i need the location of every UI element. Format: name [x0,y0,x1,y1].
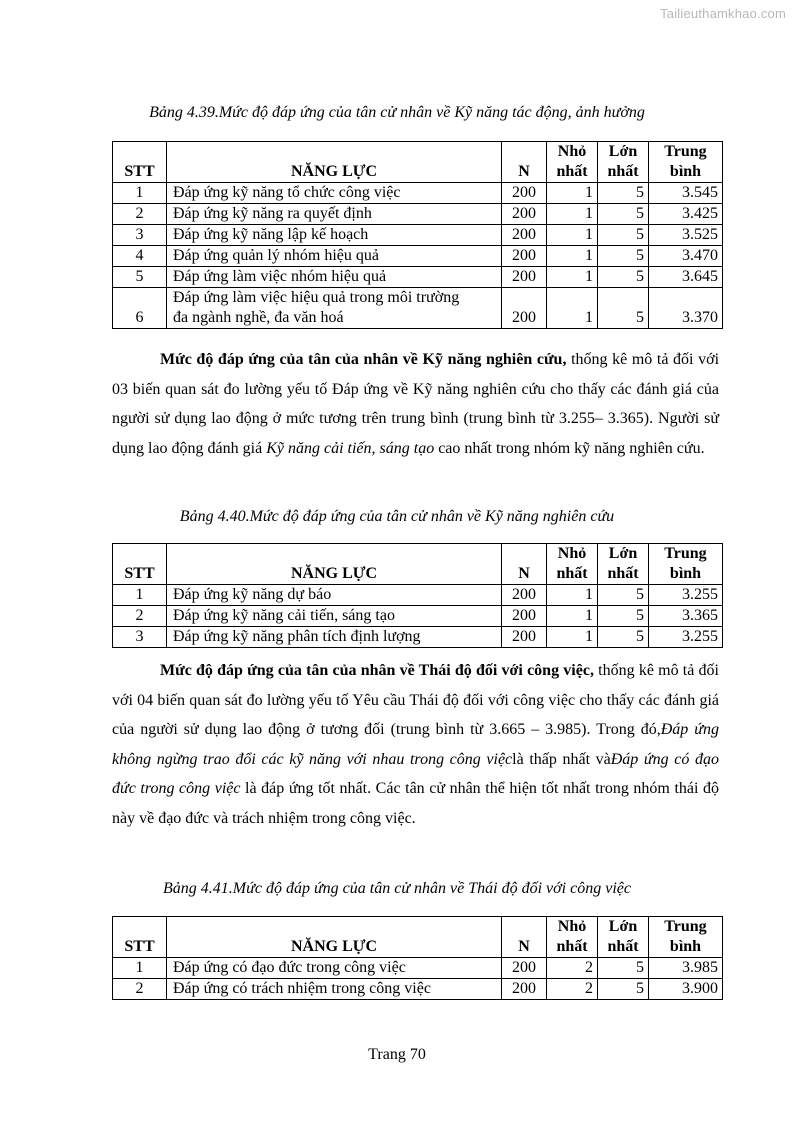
paragraph-lead: Mức độ đáp ứng của tân của nhân về Thái độ đối với công việc, [160,662,594,679]
cell-min: 1 [547,267,598,288]
table-4-41 [112,916,723,1000]
cell-max: 5 [598,606,649,627]
cell-nang-luc: Đáp ứng làm việc nhóm hiệu quả [167,267,502,288]
cell-nang-luc: Đáp ứng có trách nhiệm trong công việc [167,979,502,1000]
cell-mean: 3.645 [649,267,723,288]
paragraph-research-skills: Mức độ đáp ứng của tân của nhân về Kỹ năng nghiên cứu, thống kê mô tả đối với 03 biến quan sát đo lường yếu tố Đáp ứng về Kỹ năng nghiên cứu cho thấy các đánh giá của người sử dụng lao động ở mức tương trên trung bình (trung bình từ 3.255– 3.365). Người sử dụng lao động đánh giá Kỹ năng cải tiến, sáng tạo cao nhất trong nhóm kỹ năng nghiên cứu. [112,351,720,457]
page-number: Trang 70 [368,1046,426,1063]
cell-min: 1 [547,288,598,329]
cell-max: 5 [598,183,649,204]
cell-min: 1 [547,606,598,627]
header-n: N [502,917,547,958]
cell-nang-luc: Đáp ứng quản lý nhóm hiệu quả [167,246,502,267]
cell-stt: 3 [113,627,167,648]
table-row [113,979,723,1000]
cell-max: 5 [598,246,649,267]
cell-n: 200 [502,585,547,606]
cell-min: 1 [547,627,598,648]
cell-stt: 2 [113,606,167,627]
cell-n: 200 [502,288,547,329]
cell-min: 1 [547,183,598,204]
cell-stt: 3 [113,225,167,246]
header-stt: STT [113,142,167,183]
cell-min: 2 [547,958,598,979]
cell-stt: 6 [113,288,167,329]
cell-nang-luc: Đáp ứng có đạo đức trong công việc [167,958,502,979]
cell-mean: 3.545 [649,183,723,204]
cell-min: 1 [547,225,598,246]
cell-max: 5 [598,627,649,648]
cell-stt: 4 [113,246,167,267]
cell-mean: 3.365 [649,606,723,627]
header-min: Nhỏ nhất [547,142,598,183]
paragraph-lead: Mức độ đáp ứng của tân của nhân về Kỹ năng nghiên cứu, [160,351,567,368]
cell-stt: 1 [113,183,167,204]
cell-min: 1 [547,204,598,225]
cell-mean: 3.370 [649,288,723,329]
header-mean: Trung bình [649,142,723,183]
table-header-row [113,917,723,958]
cell-n: 200 [502,267,547,288]
header-nang-luc: NĂNG LỰC [167,142,502,183]
table-row [113,606,723,627]
cell-nang-luc: Đáp ứng kỹ năng tổ chức công việc [167,183,502,204]
table-row [113,585,723,606]
cell-stt: 2 [113,204,167,225]
cell-n: 200 [502,246,547,267]
cell-mean: 3.525 [649,225,723,246]
table-row [113,288,723,329]
cell-n: 200 [502,204,547,225]
header-mean: Trung bình [649,544,723,585]
header-nang-luc: NĂNG LỰC [167,917,502,958]
header-min: Nhỏ nhất [547,917,598,958]
cell-nang-luc: Đáp ứng kỹ năng dự báo [167,585,502,606]
cell-nang-luc: Đáp ứng kỹ năng lập kế hoạch [167,225,502,246]
paragraph-attitude: Mức độ đáp ứng của tân của nhân về Thái độ đối với công việc, thống kê mô tả đối với 04 biến quan sát đo lường yếu tố Yêu cầu Thái độ đối với công việc cho thấy các đánh giá của người sử dụng lao động ở tương đối (trung bình từ 3.665 – 3.985). Trong đó,Đáp ứng không ngừng trao đổi các kỹ năng với nhau trong công việclà thấp nhất vàĐáp ứng có đạo đức trong công việc là đáp ứng tốt nhất. Các tân cử nhân thể hiện tốt nhất trong nhóm thái độ này về đạo đức và trách nhiệm trong công việc. [112,662,720,827]
header-mean: Trung bình [649,917,723,958]
cell-max: 5 [598,267,649,288]
cell-mean: 3.425 [649,204,723,225]
cell-nang-luc: Đáp ứng kỹ năng cải tiến, sáng tạo [167,606,502,627]
table-caption-4-40: Bảng 4.40.Mức độ đáp ứng của tân cử nhân về Kỹ năng nghiên cứu [179,508,615,525]
table-4-40 [112,543,723,648]
cell-max: 5 [598,288,649,329]
cell-nang-luc: Đáp ứng kỹ năng phân tích định lượng [167,627,502,648]
header-max: Lớn nhất [598,917,649,958]
header-max: Lớn nhất [598,544,649,585]
header-max: Lớn nhất [598,142,649,183]
cell-stt: 1 [113,958,167,979]
watermark: Tailieuthamkhao.com [660,6,786,21]
table-row [113,267,723,288]
table-4-39 [112,141,723,329]
cell-n: 200 [502,606,547,627]
cell-min: 1 [547,246,598,267]
table-caption-4-41: Bảng 4.41.Mức độ đáp ứng của tân cử nhân về Thái độ đối với công việc [163,880,631,897]
table-header-row [113,142,723,183]
cell-min: 2 [547,979,598,1000]
table-row [113,183,723,204]
table-row [113,225,723,246]
cell-mean: 3.255 [649,585,723,606]
header-stt: STT [113,917,167,958]
header-n: N [502,142,547,183]
table-caption-4-39: Bảng 4.39.Mức độ đáp ứng của tân cử nhân về Kỹ năng tác động, ảnh hưởng [149,104,645,121]
cell-n: 200 [502,183,547,204]
cell-max: 5 [598,979,649,1000]
cell-max: 5 [598,958,649,979]
cell-n: 200 [502,979,547,1000]
cell-max: 5 [598,204,649,225]
cell-n: 200 [502,958,547,979]
table-row [113,627,723,648]
cell-mean: 3.985 [649,958,723,979]
table-row [113,246,723,267]
cell-nang-luc: Đáp ứng kỹ năng ra quyết định [167,204,502,225]
table-header-row [113,544,723,585]
cell-max: 5 [598,225,649,246]
cell-mean: 3.255 [649,627,723,648]
header-n: N [502,544,547,585]
table-row [113,204,723,225]
cell-mean: 3.900 [649,979,723,1000]
table-row [113,958,723,979]
cell-max: 5 [598,585,649,606]
cell-mean: 3.470 [649,246,723,267]
header-min: Nhỏ nhất [547,544,598,585]
header-stt: STT [113,544,167,585]
header-nang-luc: NĂNG LỰC [167,544,502,585]
cell-n: 200 [502,225,547,246]
cell-nang-luc: Đáp ứng làm việc hiệu quả trong môi trường đa ngành nghề, đa văn hoá [167,288,502,329]
cell-stt: 2 [113,979,167,1000]
cell-stt: 1 [113,585,167,606]
cell-min: 1 [547,585,598,606]
cell-n: 200 [502,627,547,648]
cell-stt: 5 [113,267,167,288]
